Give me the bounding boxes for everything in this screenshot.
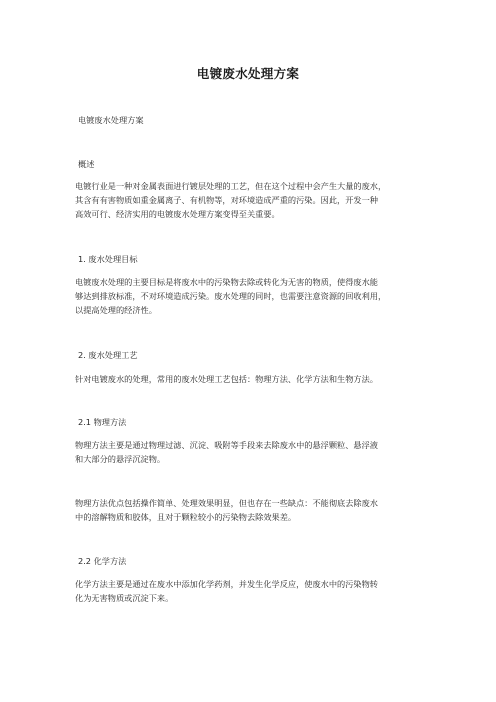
paragraph-line: 电镀行业是一种对金属表面进行镀层处理的工艺，但在这个过程中会产生大量的废水， [75,181,387,191]
paragraph-line: 化为无害物质或沉淀下来。 [75,593,174,603]
paragraph-line: 和大部分的悬浮沉淀物。 [75,454,166,464]
paragraph-line: 化学方法主要是通过在废水中添加化学药剂，并发生化学反应，使废水中的污染物转 [75,579,378,589]
paragraph-line: 物理方法优点包括操作简单、处理效果明显，但也存在一些缺点：不能彻底去除废水 [75,498,378,508]
section-heading-overview: 概述 [78,159,95,169]
document-subtitle: 电镀废水处理方案 [78,115,144,125]
paragraph-line: 高效可行、经济实用的电镀废水处理方案变得至关重要。 [75,209,280,219]
section-heading-goals: 1. 废水处理目标 [78,254,138,264]
document-title: 电镀废水处理方案 [196,66,300,81]
paragraph-line: 物理方法主要是通过物理过滤、沉淀、吸附等手段来去除废水中的悬浮颗粒、悬浮液 [75,440,378,450]
paragraph-line: 电镀废水处理的主要目标是将废水中的污染物去除或转化为无害的物质，使得废水能 [75,277,378,287]
paragraph-line: 针对电镀废水的处理，常用的废水处理工艺包括：物理方法、化学方法和生物方法。 [75,374,378,384]
paragraph-line: 够达到排放标准，不对环境造成污染。废水处理的同时，也需要注意资源的回收利用， [75,291,387,301]
section-heading-chemical: 2.2 化学方法 [78,556,127,566]
paragraph-line: 以提高处理的经济性。 [75,305,157,315]
section-heading-process: 2. 废水处理工艺 [78,350,138,360]
paragraph-line: 中的溶解物质和胶体，且对于颗粒较小的污染物去除效果差。 [75,512,297,522]
section-heading-physical: 2.1 物理方法 [78,417,127,427]
paragraph-line: 其含有有害物质如重金属离子、有机物等，对环境造成严重的污染。因此，开发一种 [75,195,378,205]
